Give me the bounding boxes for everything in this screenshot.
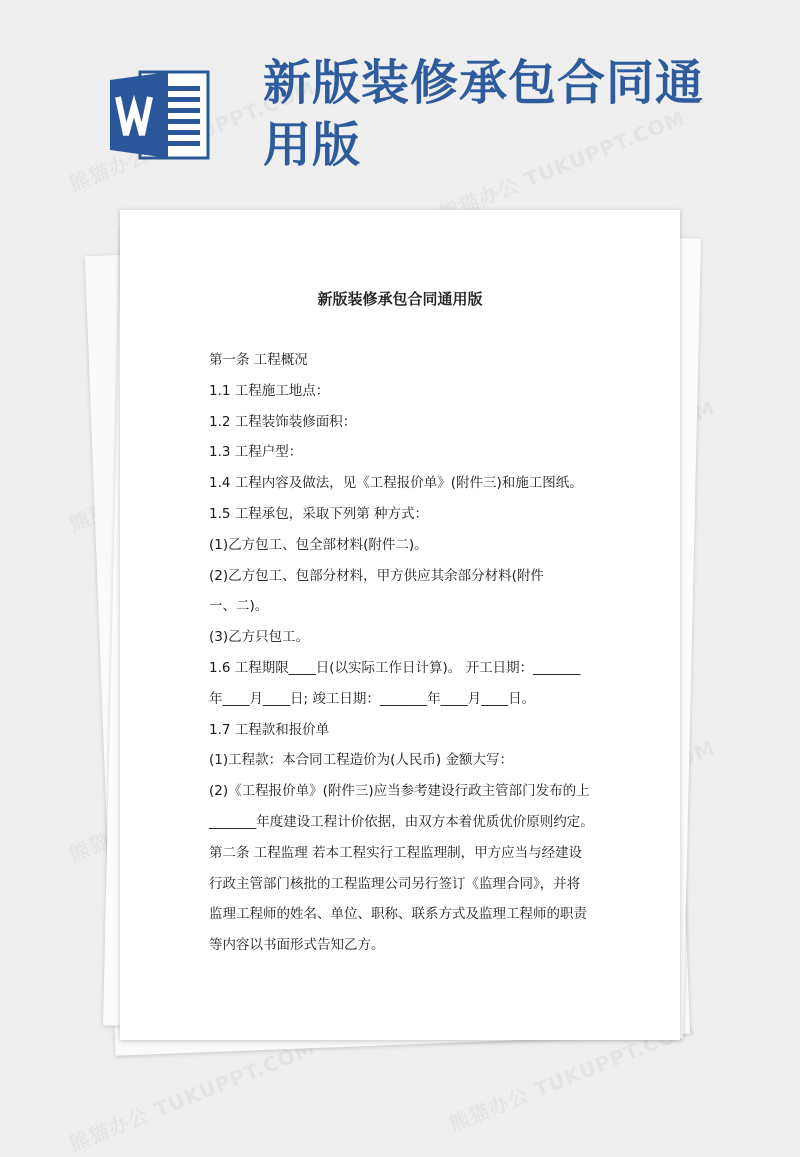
banner-title: 新版装修承包合同通用版 <box>263 55 705 173</box>
document-line: 1.6 工程期限____日(以实际工作日计算)。 开工日期：_______ <box>209 659 581 676</box>
word-document-icon <box>110 70 210 160</box>
document-line: 1.3 工程户型： <box>209 444 303 461</box>
document-body <box>209 345 639 961</box>
section-heading: 第一条 工程概况 <box>209 352 308 368</box>
document-title: 新版装修承包合同通用版 <box>317 290 483 308</box>
document-line: 1.4 工程内容及做法，见《工程报价单》(附件三)和施工图纸。 <box>209 475 583 492</box>
document-line: (1)乙方包工、包全部材料(附件二)。 <box>209 536 428 553</box>
document-line: 等内容以书面形式告知乙方。 <box>209 937 385 954</box>
document-page <box>120 210 680 1040</box>
document-line: (2)乙方包工、包部分材料，甲方供应其余部分材料(附件 <box>209 567 544 584</box>
document-line: (1)工程款：本合同工程造价为(人民币) 金额大写： <box>209 752 513 769</box>
document-line: (2)《工程报价单》(附件三)应当参考建设行政主管部门发布的上 <box>209 783 590 800</box>
document-line: 监理工程师的姓名、单位、职称、联系方式及监理工程师的职责 <box>209 906 587 923</box>
document-line: 行政主管部门核批的工程监理公司另行签订《监理合同》，并将 <box>209 875 581 892</box>
document-line: 1.5 工程承包，采取下列第 种方式： <box>209 505 429 522</box>
document-line: 一、二)。 <box>209 598 269 615</box>
document-line: _______年度建设工程计价依据，由双方本着优质优价原则约定。 <box>209 813 594 830</box>
document-line: 年____月____日; 竣工日期：_______年____月____日。 <box>209 690 536 707</box>
section-heading: 第二条 工程监理 若本工程实行工程监理制，甲方应当与经建设 <box>209 844 583 861</box>
document-line: 1.2 工程装饰装修面积： <box>209 413 357 430</box>
document-line: 1.1 工程施工地点： <box>209 382 330 399</box>
document-line: 1.7 工程款和报价单 <box>209 721 330 738</box>
document-line: (3)乙方只包工。 <box>209 629 310 646</box>
